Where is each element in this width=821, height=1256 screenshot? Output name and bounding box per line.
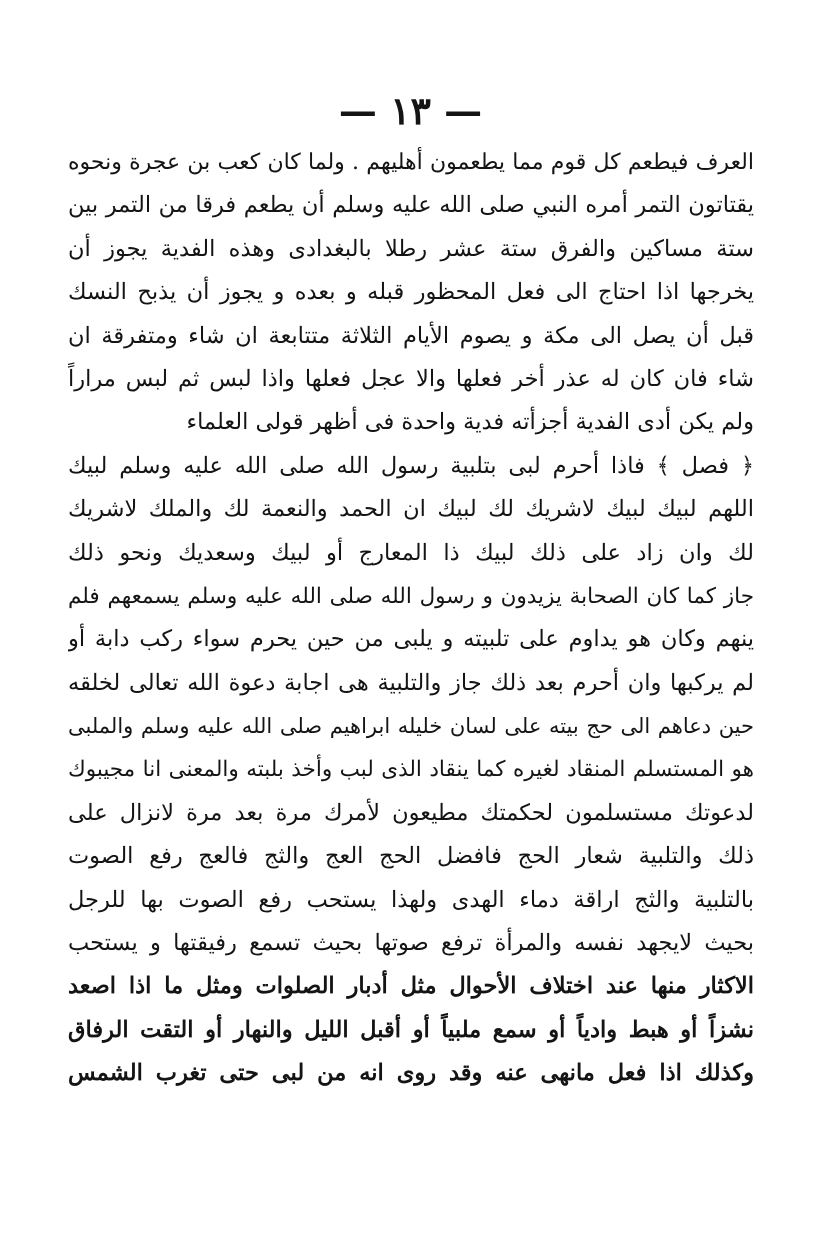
text-line: وكذلك اذا فعل مانهى عنه وقد روى انه من لبى حتى تغرب الشمس <box>68 1060 754 1087</box>
text-line: هو المستسلم المنقاد لغيره كما ينقاد الذى لبب وأخذ بلبته والمعنى انا مجيبوك <box>68 757 754 783</box>
text-line: لم يركبها وان أحرم بعد ذلك جاز والتلبية هى اجابة دعوة الله تعالى لخلقه <box>68 669 754 696</box>
text-line: يخرجها اذا احتاج الى فعل المحظور قبله و بعده و يجوز أن يذبح النسك <box>68 279 754 306</box>
body-text <box>68 141 754 1096</box>
text-line: لك وان زاد على ذلك لبيك ذا المعارج أو لبيك وسعديك ونحو ذلك <box>68 539 754 566</box>
text-line: ستة مساكين والفرق ستة عشر رطلا بالبغدادى وهذه الفدية يجوز أن <box>68 235 754 262</box>
text-line: الاكثار منها عند اختلاف الأحوال مثل أدبار الصلوات ومثل ما اذا اصعد <box>68 973 754 1000</box>
text-line: لدعوتك مستسلمون لحكمتك مطيعون لأمرك مرة بعد مرة لانزال على <box>68 799 754 826</box>
text-line: بحيث لايجهد نفسه والمرأة ترفع صوتها بحيث تسمع رفيقتها و يستحب <box>68 930 754 957</box>
text-line: جاز كما كان الصحابة يزيدون و رسول الله صلى الله عليه وسلم يسمعهم فلم <box>68 583 754 609</box>
text-line: نشزاً أو هبط وادياً أو سمع ملبياً أو أقبل الليل والنهار أو التقت الرفاق <box>68 1016 754 1043</box>
text-line: قبل أن يصل الى مكة و يصوم الأيام الثلاثة متتابعة ان شاء ومتفرقة ان <box>68 322 754 349</box>
page-number: — ١٣ — <box>338 88 483 133</box>
text-line: حين دعاهم الى حج بيته على لسان خليله ابراهيم صلى الله عليه وسلم والملبى <box>68 714 754 739</box>
text-line: ذلك والتلبية شعار الحج فافضل الحج العج والثج فالعج رفع الصوت <box>68 843 754 870</box>
text-line: بالتلبية والثج اراقة دماء الهدى ولهذا يستحب رفع الصوت بها للرجل <box>68 886 754 913</box>
text-line: يقتاتون التمر أمره النبي صلى الله عليه وسلم أن يطعم فرقا من التمر بين <box>68 192 754 219</box>
text-line: شاء فان كان له عذر أخر فعلها والا عجل فعلها واذا لبس ثم لبس مراراً <box>68 365 754 392</box>
text-line: العرف فيطعم كل قوم مما يطعمون أهليهم . ولما كان كعب بن عجرة ونحوه <box>68 150 754 175</box>
text-line: اللهم لبيك لبيك لاشريك لك لبيك ان الحمد والنعمة لك والملك لاشريك <box>68 496 754 523</box>
text-line: ولم يكن أدى الفدية أجزأته فدية واحدة فى أظهر قولى العلماء <box>186 409 754 436</box>
section-heading-line: ﴿ فصل ﴾ فاذا أحرم لبى بتلبية رسول الله صلى الله عليه وسلم لبيك <box>68 452 754 479</box>
text-line: ينهم وكان هو يداوم على تلبيته و يلبى من حين يحرم سواء ركب دابة أو <box>68 626 754 653</box>
